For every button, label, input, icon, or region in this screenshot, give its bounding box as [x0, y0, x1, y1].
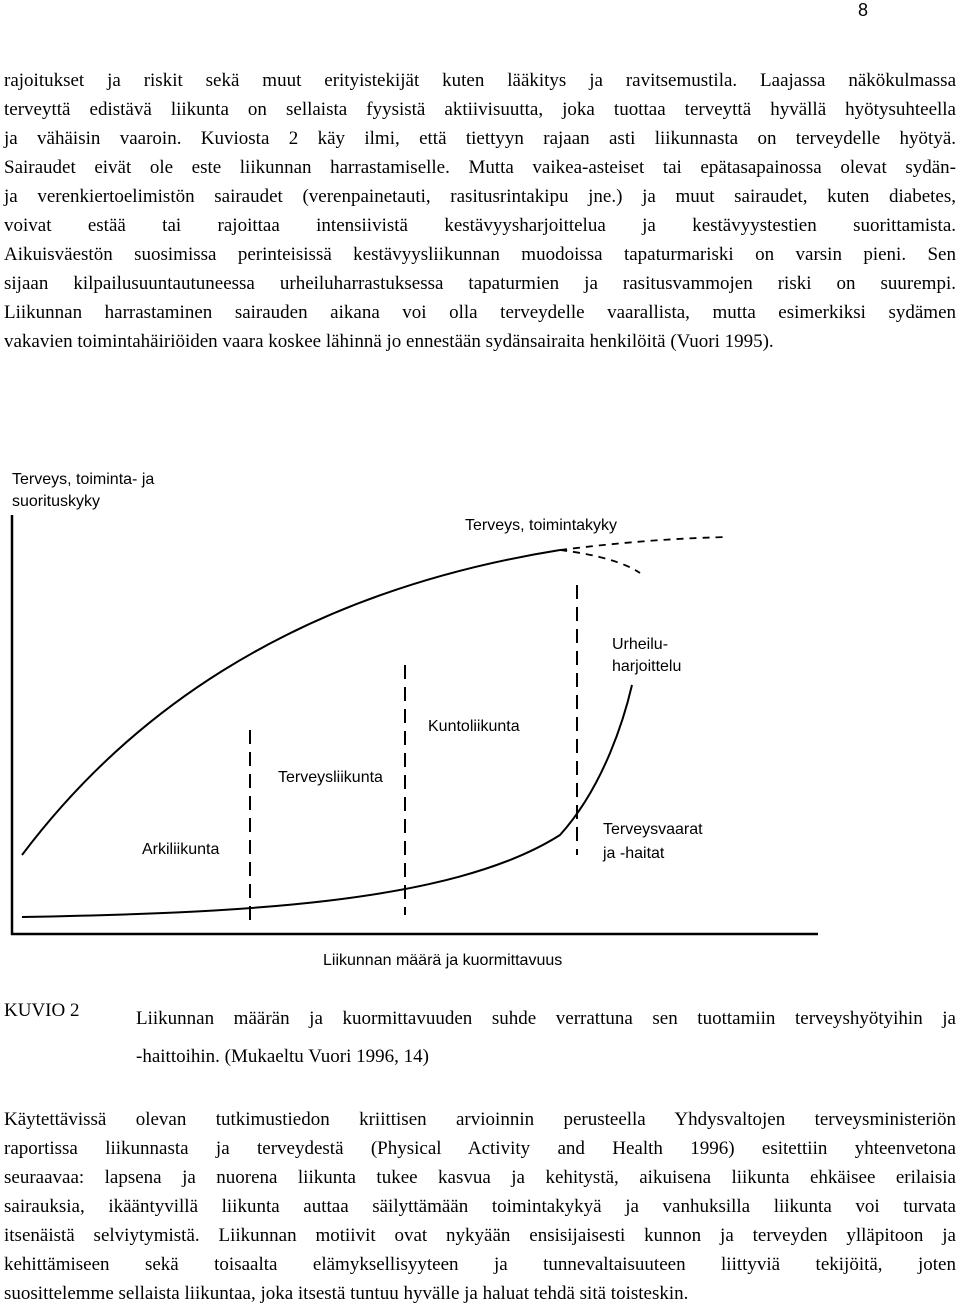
text-line: kehittämiseen sekä toisaalta elämyksellisyyteen ja tunnevaltaisuuteen liittyviä tekijöitä, joten — [4, 1254, 956, 1275]
text-line: ja verenkiertoelimistön sairaudet (verenpainetauti, rasitusrintakipu jne.) ja muut sairaudet, kuten diabetes, — [4, 186, 956, 207]
caption-label: KUVIO 2 — [4, 1000, 80, 1021]
caption-text — [136, 1000, 956, 1076]
page-number: 8 — [857, 0, 868, 20]
text-line: Sairaudet eivät ole este liikunnan harrastamiselle. Mutta vaikea-asteiset tai epätasapainossa olevat sydän- — [4, 157, 956, 178]
risk-label-line1: Terveysvaarat — [603, 821, 703, 838]
benefit-curve-dashed-decline — [560, 550, 640, 573]
text-line: sijaan kilpailusuuntautuneessa urheiluharrastuksessa tapaturmien ja rasitusvammojen riski on suurempi. — [4, 273, 956, 294]
benefit-curve-dashed-level — [560, 537, 728, 550]
body-paragraph-2 — [4, 1105, 956, 1308]
text-line: vakavien toimintahäiriöiden vaara koskee lähinnä jo ennestään sydänsairaita henkilöitä (Vuori 1995). — [4, 331, 774, 352]
text-line: Aikuisväestön suosimissa perinteisissä kestävyysliikunnan muodoissa tapaturmariski on varsin pieni. Sen — [4, 244, 956, 265]
figure-health-exercise-curve — [0, 455, 960, 980]
text-line: Liikunnan harrastaminen sairauden aikana voi olla terveydelle vaarallista, mutta esimerkiksi sydämen — [4, 302, 956, 323]
text-line: suosittelemme sellaista liikuntaa, joka itsestä tuntuu hyvälle ja haluat tehdä sitä toisteskin. — [4, 1283, 689, 1304]
text-line: Käytettävissä olevan tutkimustiedon kriittisen arvioinnin perusteella Yhdysvaltojen terveysministeriön — [4, 1109, 956, 1130]
y-axis-label-line1: Terveys, toiminta- ja — [12, 471, 155, 488]
benefit-curve — [22, 550, 560, 855]
upper-curve-label: Terveys, toimintakyky — [465, 517, 618, 534]
risk-label-line2: ja -haitat — [603, 845, 665, 862]
body-paragraph-1 — [4, 66, 956, 356]
text-line: itsenäistä selviytymistä. Liikunnan motiivit ovat nykyään ensisijaisesti kunnon ja terveyden ylläpitoon ja — [4, 1225, 956, 1246]
caption-line: Liikunnan määrän ja kuormittavuuden suhde verrattuna sen tuottamiin terveyshyötyihin ja — [136, 1008, 956, 1029]
text-line: sairauksia, ikääntyvillä liikunta auttaa säilyttämään toimintakykyä ja vanhuksilla liikunta voi turvata — [4, 1196, 956, 1217]
text-line: terveyttä edistävä liikunta on sellaista fyysistä aktiivisuutta, joka tuottaa terveyttä hyvällä hyötysuhteella — [4, 99, 956, 120]
y-axis-label-line2: suorituskyky — [12, 493, 101, 510]
risk-curve — [22, 685, 632, 917]
figure-diagram — [0, 455, 960, 980]
zone-label-health: Terveysliikunta — [278, 769, 383, 786]
zone-label-sport-line2: harjoittelu — [612, 658, 682, 675]
text-line: ja vähäisin vaaroin. Kuviosta 2 käy ilmi, että tiettyyn rajaan asti liikunnasta on terveydelle hyötyä. — [4, 128, 956, 149]
zone-label-fitness: Kuntoliikunta — [428, 718, 520, 735]
zone-label-daily: Arkiliikunta — [142, 841, 220, 858]
text-line: rajoitukset ja riskit sekä muut erityistekijät kuten lääkitys ja ravitsemustila. Laajassa näkökulmassa — [4, 70, 956, 91]
caption-line: -haittoihin. (Mukaeltu Vuori 1996, 14) — [136, 1046, 429, 1067]
text-line: voivat estää tai rajoittaa intensiivistä kestävyysharjoittelua ja kestävyystestien suorittamista. — [4, 215, 956, 236]
text-line: raportissa liikunnasta ja terveydestä (Physical Activity and Health 1996) esitettiin yhteenvetona — [4, 1138, 956, 1159]
x-axis-label: Liikunnan määrä ja kuormittavuus — [323, 952, 563, 969]
zone-label-sport-line1: Urheilu- — [612, 636, 669, 653]
text-line: seuraavaa: lapsena ja nuorena liikunta tukee kasvua ja kehitystä, aikuisena liikunta ehkäisee erilaisia — [4, 1167, 956, 1188]
